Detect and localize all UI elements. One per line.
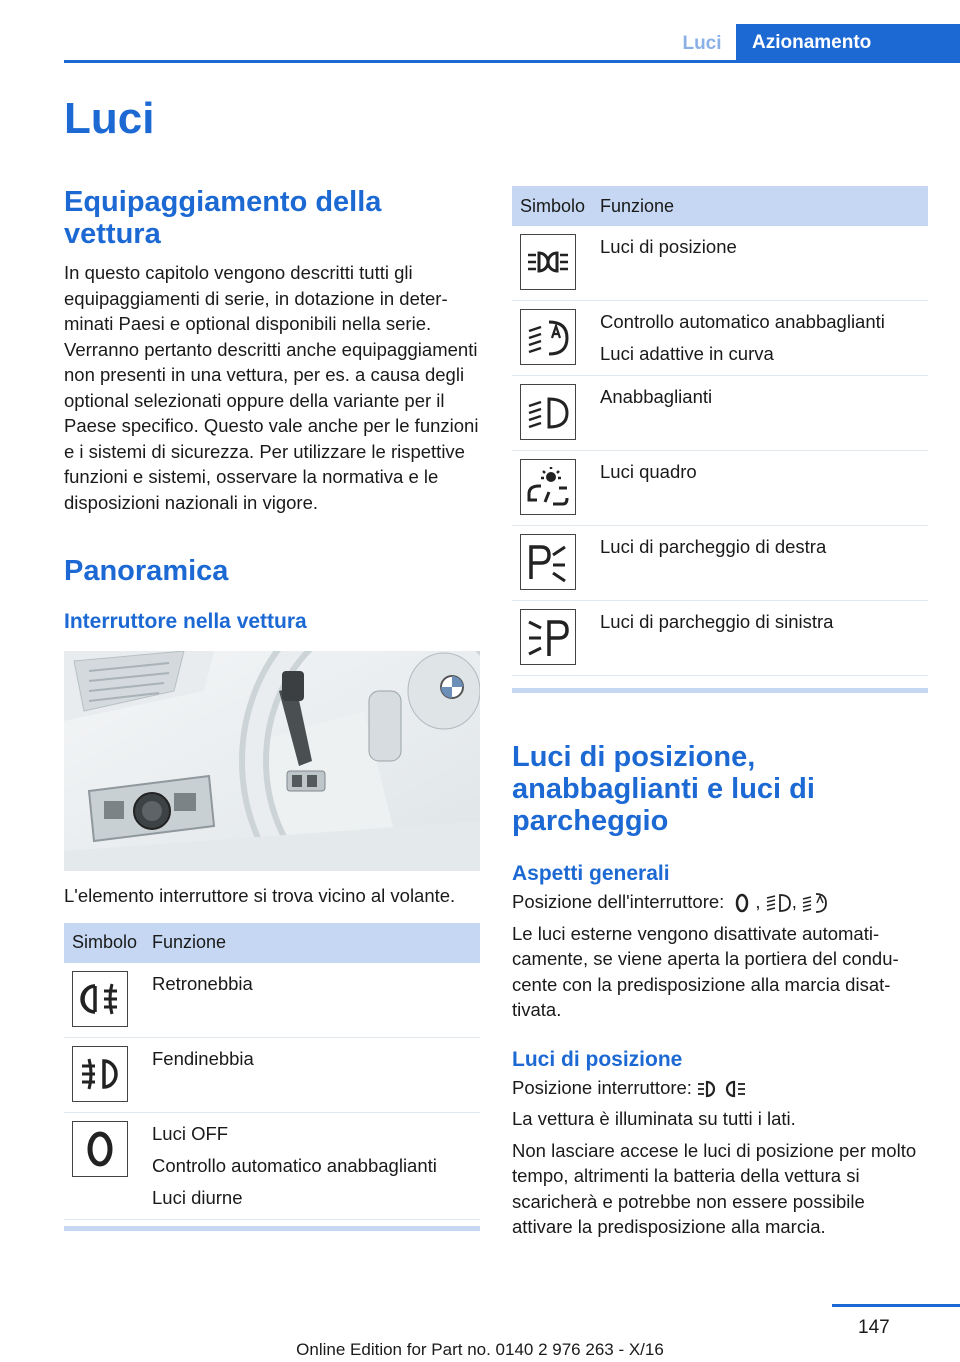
- switch-label: Posizione interruttore:: [512, 1076, 692, 1098]
- separator: ,: [755, 891, 761, 912]
- dashboard-illustration: [64, 651, 480, 871]
- col-function: Funzione: [152, 923, 480, 963]
- row-line: Anabbaglianti: [600, 386, 713, 407]
- table-row: [512, 526, 928, 601]
- left-column: [64, 186, 480, 1231]
- row-line: Luci adattive in curva: [600, 343, 774, 364]
- col-symbol: Simbolo: [512, 186, 600, 226]
- footer-rule: [832, 1304, 960, 1307]
- table-row: [512, 376, 928, 451]
- left-symbol-table: [64, 923, 480, 1220]
- section-heading: Luci di posizione, anabbaglianti e luci di parcheggio: [512, 741, 815, 837]
- table-header: [512, 186, 928, 226]
- table-row: [512, 451, 928, 526]
- table-end-bar: [512, 688, 928, 693]
- header-tab-azionamento[interactable]: Azionamento: [736, 24, 960, 62]
- auto-headlight-icon: [520, 309, 576, 365]
- switch-label: Posizione dell'interruttore:: [512, 891, 725, 912]
- equipment-text: In questo capitolo vengono descritti tutti gli equipaggiamenti di serie, in dotazione in determinati Paesi e optional disponibili nella serie. Verranno pertanto descritti anche equipaggiamenti non presenti in una vettura, per es. a causa degli optional selezionati oppure della variante per il Paese specifico. Questo vale anche per le funzioni e i sistemi di sicurezza. Per utilizzare le rispettive funzioni e sistemi, osservare la normativa e le disposizioni nazionali in vigore.: [64, 262, 479, 513]
- row-line: Luci di parcheggio di sinistra: [600, 611, 834, 632]
- dashboard-photo: [64, 651, 480, 871]
- parking-heading: Luci di posizione: [512, 1047, 683, 1071]
- equipment-heading: Equipaggiamento della vettura: [64, 186, 382, 250]
- table-row: [64, 963, 480, 1038]
- header-rule: [64, 60, 960, 63]
- table-row: [512, 301, 928, 376]
- page-number: 147: [858, 1317, 890, 1338]
- page-title: Luci: [64, 94, 155, 143]
- overview-heading: Panoramica: [64, 555, 229, 587]
- table-row: [512, 601, 928, 676]
- right-symbol-table: [512, 186, 928, 676]
- row-line: Controllo automatico anabbaglianti: [600, 311, 885, 332]
- row-line: Luci OFF: [152, 1122, 229, 1144]
- rear-fog-light-icon: [72, 971, 128, 1027]
- parking-text-1: La vettura è illuminata su tutti i lati.: [512, 1108, 796, 1129]
- low-beam-icon: [766, 892, 792, 914]
- parking-lights-icon: [697, 1078, 747, 1100]
- header-tab-luci[interactable]: Luci: [682, 33, 722, 54]
- general-switch-positions: [512, 889, 928, 915]
- edition-text: Online Edition for Part no. 0140 2 976 263 - X/16: [296, 1340, 664, 1359]
- separator: ,: [791, 891, 797, 912]
- row-line: Luci quadro: [600, 461, 697, 482]
- front-fog-light-icon: [72, 1046, 128, 1102]
- table-row: [512, 226, 928, 301]
- row-line: Luci di posizione: [600, 236, 737, 257]
- right-column: [512, 186, 928, 1240]
- table-header: [64, 923, 480, 963]
- left-parking-light-icon: [520, 609, 576, 665]
- parking-text-2: Non lasciare accese le luci di posizione per molto tempo, altrimenti la batteria della vettura si scaricherà e potrebbe non essere possibile attivare la predisposizione alla marcia.: [512, 1139, 917, 1237]
- row-line: Fendinebbia: [152, 1047, 254, 1069]
- general-heading: Aspetti generali: [512, 862, 670, 885]
- table-row: [64, 1037, 480, 1112]
- instrument-lighting-icon: [520, 459, 576, 515]
- general-text: Le luci esterne vengono disattivate automaticamente, se viene aperta la portiera del conducente con la predisposizione alla marcia disattivata.: [512, 922, 899, 1020]
- right-parking-light-icon: [520, 534, 576, 590]
- switch-heading: Interruttore nella vettura: [64, 610, 307, 633]
- row-line: Retronebbia: [152, 972, 253, 994]
- col-symbol: Simbolo: [64, 923, 152, 963]
- parking-lights-icon: [520, 234, 576, 290]
- table-end-bar: [64, 1226, 480, 1231]
- auto-headlight-icon: [802, 892, 828, 914]
- row-line: Controllo automatico anabbaglianti: [152, 1154, 437, 1176]
- lights-off-icon: [72, 1121, 128, 1177]
- low-beam-icon: [520, 384, 576, 440]
- col-function: Funzione: [600, 186, 928, 226]
- row-line: Luci di parcheggio di destra: [600, 536, 827, 557]
- lights-off-icon: [729, 892, 755, 914]
- parking-switch-position: [512, 1075, 928, 1101]
- switch-caption: L'elemento interruttore si trova vicino al volante.: [64, 885, 456, 906]
- row-line: Luci diurne: [152, 1186, 243, 1208]
- table-row: [64, 1112, 480, 1219]
